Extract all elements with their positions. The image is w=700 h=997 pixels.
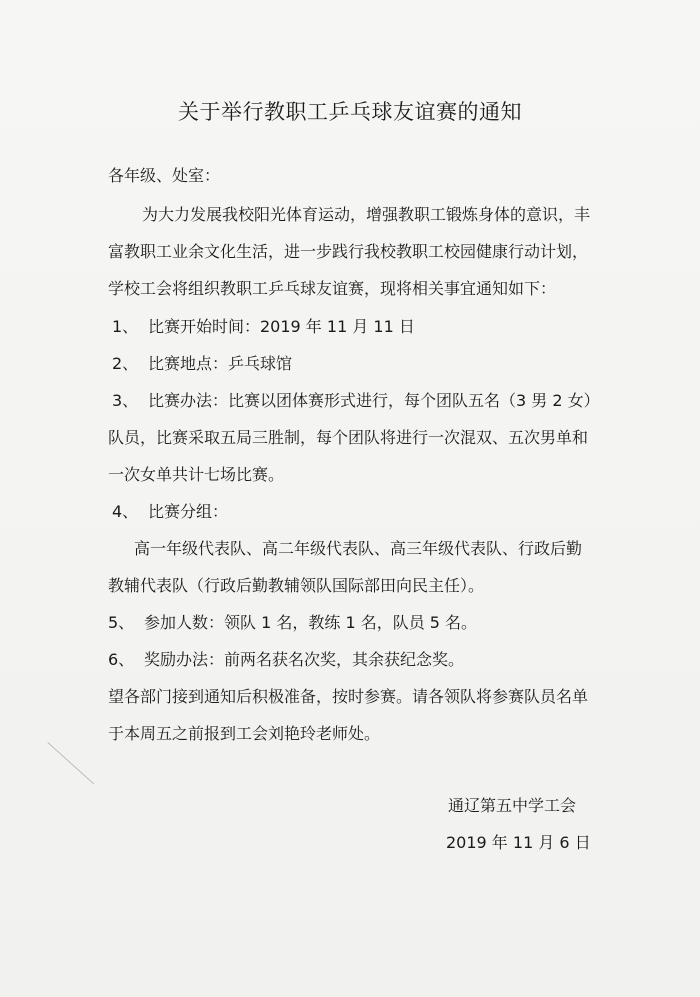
item-text: 比赛开始时间：2019 年 11 月 11 日	[148, 317, 415, 336]
item-3	[112, 391, 600, 411]
page-title: 关于举行教职工乒乓球友谊赛的通知	[178, 100, 522, 124]
closing-line-2: 于本周五之前报到工会刘艳玲老师处。	[108, 724, 381, 743]
item-4-line-3: 教辅代表队（行政后勤教辅领队国际部田向民主任）。	[108, 576, 485, 595]
item-4	[112, 502, 228, 522]
item-text: 比赛分组：	[148, 502, 229, 521]
signature-date: 2019 年 11 月 6 日	[446, 833, 591, 852]
item-2	[112, 354, 292, 374]
intro-line-1: 为大力发展我校阳光体育运动，增强教职工锻炼身体的意识，丰	[142, 205, 591, 224]
item-number: 2、	[112, 354, 139, 373]
salutation: 各年级、处室：	[108, 166, 221, 185]
item-text: 比赛地点：乒乓球馆	[148, 354, 293, 373]
item-5	[108, 613, 477, 633]
item-number: 4、	[112, 502, 139, 521]
signature-org: 通辽第五中学工会	[448, 796, 577, 815]
item-1	[112, 317, 415, 337]
intro-line-3: 学校工会将组织教职工乒乓球友谊赛，现将相关事宜通知如下：	[108, 279, 557, 298]
item-3-line-3: 一次女单共计七场比赛。	[108, 465, 285, 484]
item-text: 奖励办法：前两名获名次奖，其余获纪念奖。	[144, 650, 465, 669]
item-number: 1、	[112, 317, 139, 336]
intro-line-2: 富教职工业余文化生活，进一步践行我校教职工校园健康行动计划，	[108, 242, 589, 261]
paper-crease	[6, 742, 94, 830]
item-number: 5、	[108, 613, 135, 632]
item-3-line-2: 队员，比赛采取五局三胜制，每个团队将进行一次混双、五次男单和	[108, 428, 589, 447]
item-4-line-2: 高一年级代表队、高二年级代表队、高三年级代表队、行政后勤	[134, 539, 583, 558]
item-text: 参加人数：领队 1 名，教练 1 名，队员 5 名。	[144, 613, 478, 632]
closing-line-1: 望各部门接到通知后积极准备，按时参赛。请各领队将参赛队员名单	[108, 687, 589, 706]
item-number: 3、	[112, 391, 139, 410]
item-number: 6、	[108, 650, 135, 669]
item-text: 比赛办法：比赛以团体赛形式进行，每个团队五名（3 男 2 女）	[148, 391, 600, 410]
item-6	[108, 650, 464, 670]
